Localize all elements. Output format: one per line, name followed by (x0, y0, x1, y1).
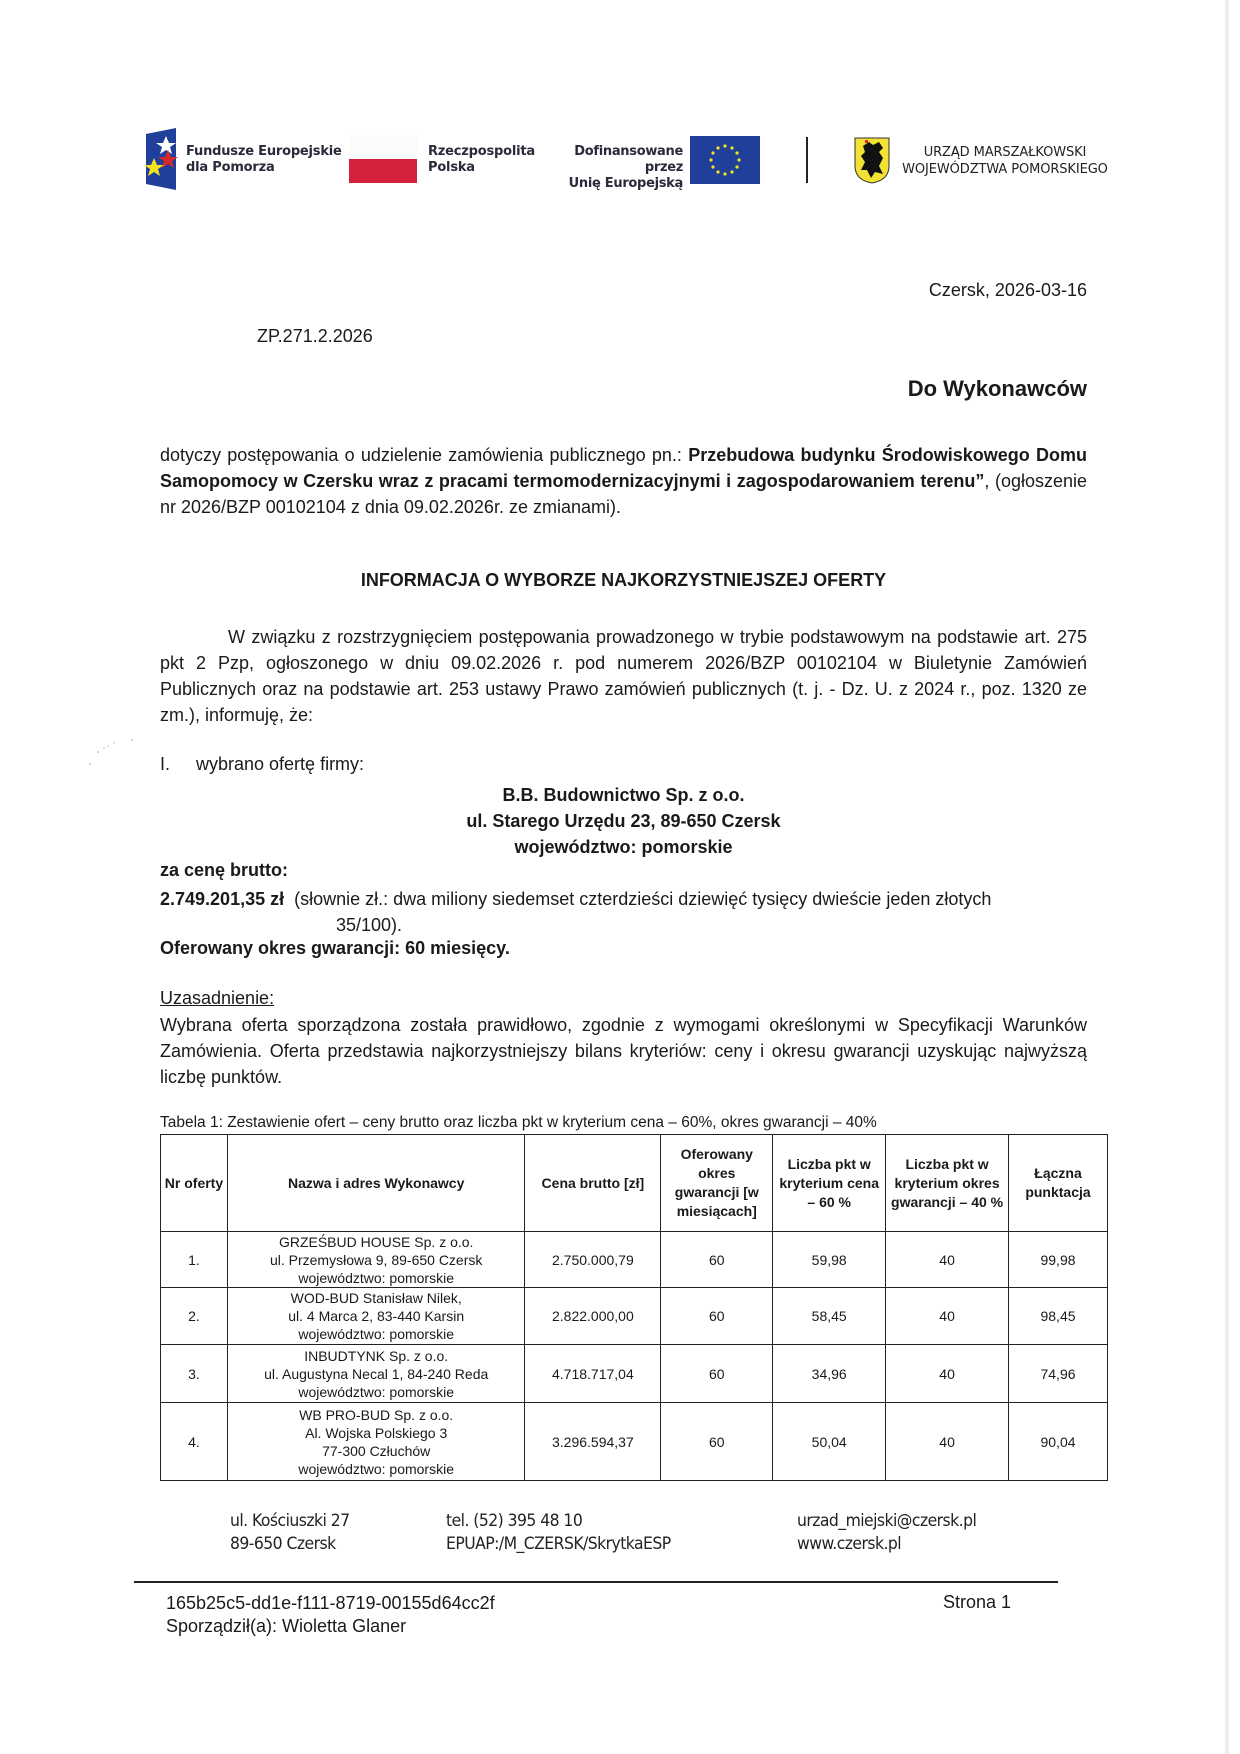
logo-line: URZĄD MARSZAŁKOWSKI (923, 145, 1087, 160)
page-number: Strona 1 (943, 1592, 1012, 1612)
cell-contractor (227, 1403, 525, 1481)
firm-region: województwo: pomorskie (514, 837, 733, 857)
subject-paragraph (160, 442, 1087, 520)
fundusze-europejskie-text (186, 144, 342, 176)
cell-total: 90,04 (1009, 1403, 1108, 1481)
col-header-total: Łączna punktacja (1009, 1135, 1108, 1232)
cell-nr: 3. (161, 1345, 228, 1403)
logo-line: Polska (428, 160, 475, 175)
contractor-line: WB PRO-BUD Sp. z o.o. (299, 1406, 454, 1423)
selection-item (160, 754, 364, 775)
table-caption: Tabela 1: Zestawienie ofert – ceny brutto oraz liczba pkt w kryterium cena – 60%, okres gwarancji – 40% (160, 1114, 877, 1131)
footer-web (797, 1510, 976, 1556)
cell-nr: 4. (161, 1403, 228, 1481)
logo-line: Dofinansowane przez (574, 144, 683, 175)
cell-pts-price: 58,45 (773, 1288, 886, 1345)
cell-price: 2.822.000,00 (525, 1288, 661, 1345)
contractor-line: 77-300 Człuchów (322, 1442, 431, 1459)
col-header-name: Nazwa i adres Wykonawcy (227, 1135, 525, 1232)
legal-basis-paragraph: W związku z rozstrzygnięciem postępowania prowadzonego w trybie podstawowym na podstawie art. 275 pkt 2 Pzp, ogłoszonego w dniu 09.02.2026 r. pod numerem 2026/BZP 00102104 w Biuletynie Zamówień Publicznych oraz na podstawie art. 253 ustawy Prawo zamówień publicznych (t. j. - Dz. U. z 2024 r., poz. 1320 ze zm.), informuję, że: (160, 627, 1087, 725)
pomeranian-griffin-crest-icon (853, 136, 891, 184)
logo-line: WOJEWÓDZTWA POMORSKIEGO (902, 162, 1108, 177)
footer-website: www.czersk.pl (797, 1534, 902, 1554)
table-row (161, 1288, 1108, 1345)
firm-address: ul. Starego Urzędu 23, 89-650 Czersk (466, 811, 781, 831)
place-and-date: Czersk, 2026-03-16 (928, 280, 1087, 300)
contractor-line: ul. Przemysłowa 9, 89-650 Czersk (269, 1251, 483, 1268)
item-number: I. (160, 754, 171, 774)
offers-table (160, 1134, 1108, 1481)
col-header-nr: Nr oferty (161, 1135, 228, 1232)
cell-warranty: 60 (661, 1288, 773, 1345)
logo-separator (806, 137, 808, 183)
addressee: Do Wykonawców (907, 376, 1087, 401)
item-text: wybrano ofertę firmy: (196, 754, 365, 774)
firm-name: B.B. Budownictwo Sp. z o.o. (502, 785, 745, 805)
contractor-line: ul. 4 Marca 2, 83-440 Karsin (288, 1308, 465, 1324)
cell-total: 99,98 (1009, 1232, 1108, 1288)
justification-title: Uzasadnienie: (160, 988, 275, 1008)
cell-warranty: 60 (661, 1403, 773, 1481)
table-row (161, 1232, 1108, 1288)
scan-artifact (88, 738, 148, 768)
cell-pts-warranty: 40 (886, 1288, 1009, 1345)
footer-phone: tel. (52) 395 48 10 (446, 1511, 583, 1531)
urzad-marszalkowski-text (895, 144, 1115, 178)
footer-contact (446, 1510, 671, 1556)
subject-prefix: dotyczy postępowania o udzielenie zamówienia publicznego pn.: (160, 445, 689, 465)
footer-line: ul. Kościuszki 27 (230, 1511, 350, 1531)
prepared-by: Sporządził(a): Wioletta Glaner (166, 1616, 407, 1636)
reference-number: ZP.271.2.2026 (257, 326, 373, 346)
cell-total: 74,96 (1009, 1345, 1108, 1403)
price-in-words: (słownie zł.: dwa miliony siedemset czterdzieści dziewięć tysięcy dwieście jeden złotych (294, 889, 992, 909)
footer-epuap: EPUAP:/M_CZERSK/SkrytkaESP (446, 1534, 671, 1554)
cell-pts-warranty: 40 (886, 1403, 1009, 1481)
cell-pts-warranty: 40 (886, 1345, 1009, 1403)
contractor-line: województwo: pomorskie (298, 1326, 454, 1342)
table-row (161, 1345, 1108, 1403)
footer-line: 89-650 Czersk (230, 1534, 336, 1554)
document-id: 165b25c5-dd1e-f111-8719-00155d64cc2f (166, 1593, 495, 1613)
cell-contractor (227, 1288, 525, 1345)
justification-text: Wybrana oferta sporządzona została prawidłowo, zgodnie z wymogami określonymi w Specyfikacji Warunków Zamówienia. Oferta przedstawia najkorzystniejszy bilans kryteriów: ceny i okresu gwarancji uzyskując najwyższą liczbę punktów. (160, 1015, 1087, 1087)
polish-flag-icon (349, 135, 417, 183)
cell-warranty: 60 (661, 1345, 773, 1403)
selected-firm (160, 782, 1087, 860)
subject-suffix: , (ogłoszenie nr 2026/BZP 00102104 z dnia 09.02.2026r. ze zmianami). (160, 471, 1088, 517)
contractor-line: województwo: pomorskie (298, 1383, 454, 1400)
fundusze-europejskie-emblem-icon (144, 128, 178, 190)
col-header-pts-price: Liczba pkt w kryterium cena – 60 % (773, 1135, 886, 1232)
cell-price: 3.296.594,37 (525, 1403, 661, 1481)
logo-line: dla Pomorza (186, 160, 275, 175)
contractor-line: województwo: pomorskie (298, 1460, 454, 1477)
table-row (161, 1403, 1108, 1481)
footer-email: urzad_miejski@czersk.pl (797, 1511, 977, 1531)
table-header-row (161, 1135, 1108, 1232)
cell-price: 4.718.717,04 (525, 1345, 661, 1403)
cell-pts-warranty: 40 (886, 1232, 1009, 1288)
cell-nr: 2. (161, 1288, 228, 1345)
cell-contractor (227, 1232, 525, 1288)
warranty-period: Oferowany okres gwarancji: 60 miesięcy. (160, 938, 510, 958)
cell-pts-price: 59,98 (773, 1232, 886, 1288)
cell-warranty: 60 (661, 1232, 773, 1288)
logo-line: Fundusze Europejskie (186, 144, 342, 159)
col-header-warranty: Oferowany okres gwarancji [w miesiącach] (661, 1135, 773, 1232)
logo-line: Unię Europejską (568, 176, 683, 191)
contractor-line: Al. Wojska Polskiego 3 (305, 1424, 448, 1441)
document-meta (166, 1592, 495, 1638)
cell-nr: 1. (161, 1232, 228, 1288)
contractor-line: ul. Augustyna Necal 1, 84-240 Reda (264, 1365, 489, 1382)
eu-flag-icon (690, 136, 760, 184)
price-in-words-cont: 35/100). (336, 915, 403, 935)
cell-price: 2.750.000,79 (525, 1232, 661, 1288)
col-header-pts-warranty: Liczba pkt w kryterium okres gwarancji – 40 % (886, 1135, 1009, 1232)
logo-line: Rzeczpospolita (428, 144, 535, 159)
price-label: za cenę brutto: (160, 860, 289, 880)
contractor-line: WOD-BUD Stanisław Nilek, (290, 1290, 462, 1306)
cell-contractor (227, 1345, 525, 1403)
cell-pts-price: 50,04 (773, 1403, 886, 1481)
section-title: INFORMACJA O WYBORZE NAJKORZYSTNIEJSZEJ OFERTY (360, 570, 887, 590)
contractor-line: GRZEŚBUD HOUSE Sp. z o.o. (278, 1233, 474, 1250)
rzeczpospolita-polska-text (428, 144, 535, 176)
eu-cofinancing-text (550, 144, 683, 192)
footer-divider (134, 1581, 1058, 1583)
contract-title: Przebudowa budynku Środowiskowego Domu Samopomocy w Czersku wraz z pracami termomodernizacyjnymi i zagospodarowaniem terenu” (160, 445, 1088, 491)
footer-address (230, 1510, 350, 1556)
cell-pts-price: 34,96 (773, 1345, 886, 1403)
col-header-price: Cena brutto [zł] (525, 1135, 661, 1232)
contractor-line: województwo: pomorskie (298, 1269, 454, 1286)
price-value: 2.749.201,35 zł (160, 889, 285, 909)
price-line (160, 886, 1087, 938)
contractor-line: INBUDTYNK Sp. z o.o. (304, 1347, 449, 1364)
scan-edge-shadow (1225, 0, 1229, 1754)
cell-total: 98,45 (1009, 1288, 1108, 1345)
